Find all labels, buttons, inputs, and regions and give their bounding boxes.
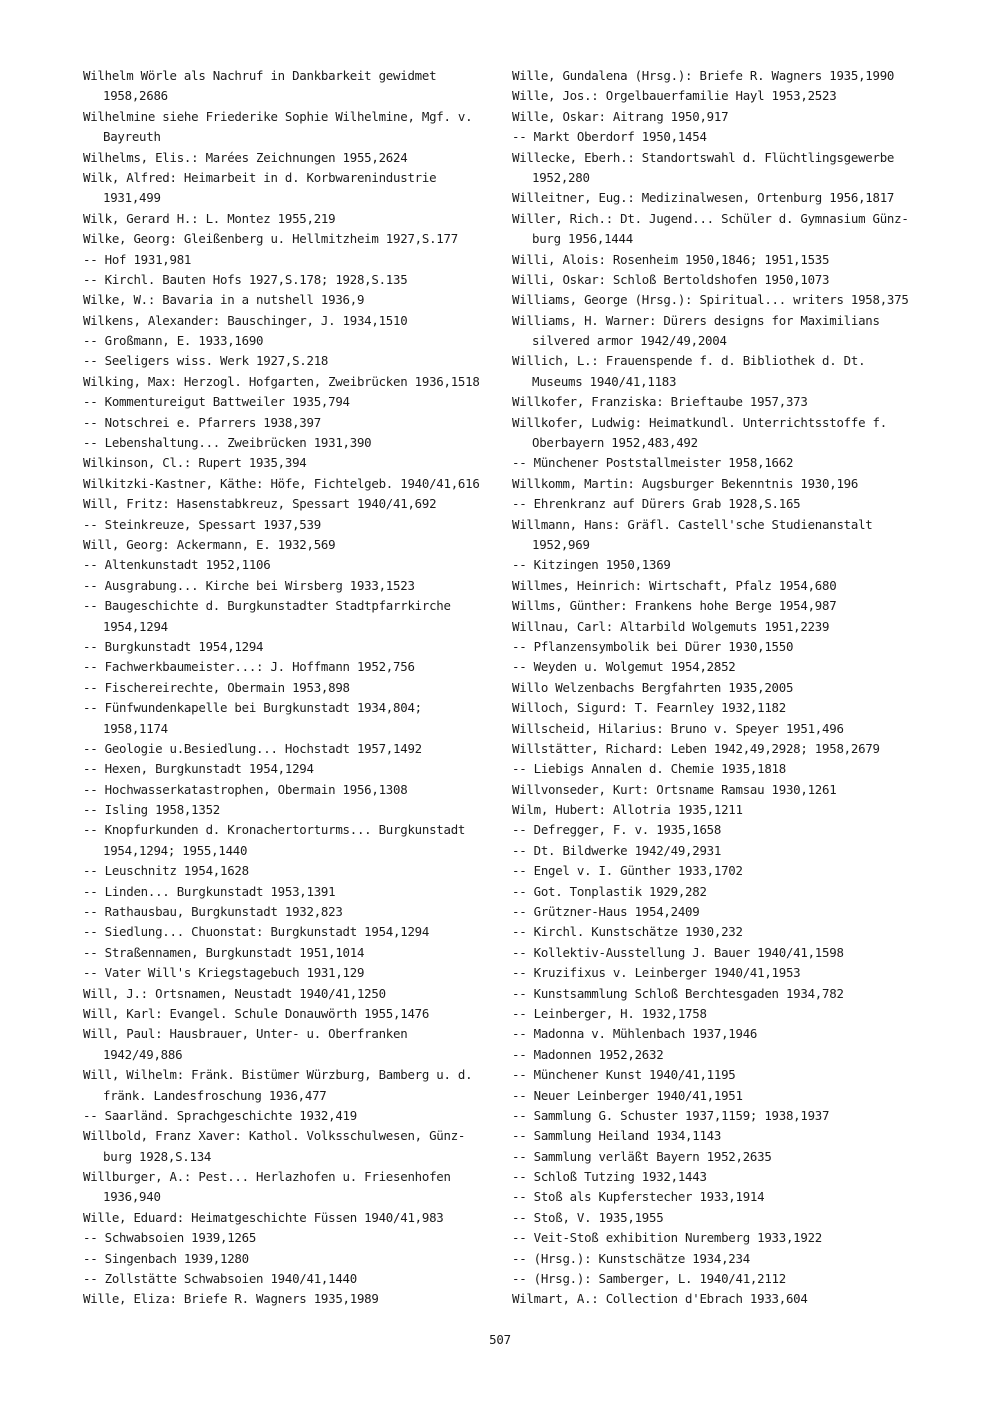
index-entry-line: Will, Karl: Evangel. Schule Donauwörth 1955,1476 [83, 1005, 430, 1021]
index-entry-line: -- Veit-Stoß exhibition Nuremberg 1933,1922 [512, 1230, 823, 1246]
index-entry-line: silvered armor 1942/49,2004 [532, 333, 727, 349]
index-entry-line: Museums 1940/41,1183 [532, 373, 677, 389]
index-entry-line: Wilhelmine siehe Friederike Sophie Wilhelmine, Mgf. v. [83, 108, 473, 124]
index-entry-line: Willi, Alois: Rosenheim 1950,1846; 1951,1535 [512, 251, 830, 267]
index-entry-line: Willms, Günther: Frankens hohe Berge 1954,987 [512, 598, 837, 614]
right-column [512, 66, 932, 1310]
index-entry-line: 1936,940 [103, 1189, 161, 1205]
index-entry-line: Wilking, Max: Herzogl. Hofgarten, Zweibrücken 1936,1518 [83, 373, 480, 389]
index-entry-line: Wilk, Gerard H.: L. Montez 1955,219 [83, 210, 336, 226]
index-entry-line: -- Hexen, Burgkunstadt 1954,1294 [83, 761, 314, 777]
index-entry-line: 1954,1294 [103, 618, 168, 634]
index-entry-line: -- Fischereirechte, Obermain 1953,898 [83, 679, 350, 695]
index-entry-line: Will, Paul: Hausbrauer, Unter- u. Oberfranken [83, 1026, 408, 1042]
index-entry-line: -- Sammlung verläßt Bayern 1952,2635 [512, 1148, 772, 1164]
index-entry-line: -- Knopfurkunden d. Kronachertorturms... Burgkunstadt [83, 822, 466, 838]
index-entry-line: -- Burgkunstadt 1954,1294 [83, 638, 264, 654]
index-entry-line: Wilk, Alfred: Heimarbeit in d. Korbwarenindustrie [83, 169, 437, 185]
index-entry-line: Willmes, Heinrich: Wirtschaft, Pfalz 1954,680 [512, 577, 837, 593]
index-entry-line: Willscheid, Hilarius: Bruno v. Speyer 1951,496 [512, 720, 844, 736]
index-entry-line: Wilke, W.: Bavaria in a nutshell 1936,9 [83, 292, 365, 308]
index-entry-line: -- Leinberger, H. 1932,1758 [512, 1005, 707, 1021]
index-entry-line: -- Münchener Poststallmeister 1958,1662 [512, 455, 794, 471]
index-entry-line: -- Grützner-Haus 1954,2409 [512, 904, 700, 920]
index-entry-line: -- (Hrsg.): Samberger, L. 1940/41,2112 [512, 1271, 786, 1287]
index-entry-line: -- Baugeschichte d. Burgkunstadter Stadtpfarrkirche [83, 598, 451, 614]
index-entry-line: -- Siedlung... Chuonstat: Burgkunstadt 1954,1294 [83, 924, 430, 940]
index-entry-line: -- Hochwasserkatastrophen, Obermain 1956,1308 [83, 781, 408, 797]
index-entry-line: -- Neuer Leinberger 1940/41,1951 [512, 1087, 743, 1103]
index-entry-line: -- Münchener Kunst 1940/41,1195 [512, 1067, 736, 1083]
index-entry-line: -- Lebenshaltung... Zweibrücken 1931,390 [83, 435, 372, 451]
index-entry-line: Will, Wilhelm: Fränk. Bistümer Würzburg, Bamberg u. d. [83, 1067, 473, 1083]
index-entry-line: Wilke, Georg: Gleißenberg u. Hellmitzheim 1927,S.177 [83, 231, 458, 247]
index-entry-line: -- Leuschnitz 1954,1628 [83, 863, 249, 879]
index-entry-line: 1952,969 [532, 536, 590, 552]
index-entry-line: Wilmart, A.: Collection d'Ebrach 1933,604 [512, 1291, 808, 1307]
index-entry-line: 1958,1174 [103, 720, 168, 736]
index-entry-line: -- Kommentureigut Battweiler 1935,794 [83, 394, 350, 410]
index-entry-line: -- Kirchl. Kunstschätze 1930,232 [512, 924, 743, 940]
index-entry-line: -- Markt Oberdorf 1950,1454 [512, 129, 707, 145]
index-entry-line: Will, Fritz: Hasenstabkreuz, Spessart 1940/41,692 [83, 496, 437, 512]
index-entry-line: Wilhelms, Elis.: Marées Zeichnungen 1955,2624 [83, 149, 408, 165]
index-entry-line: 1931,499 [103, 190, 161, 206]
index-entry-line: -- Geologie u.Besiedlung... Hochstadt 1957,1492 [83, 740, 422, 756]
left-column [83, 66, 488, 1310]
index-entry-line: fränk. Landesfroschung 1936,477 [103, 1087, 327, 1103]
index-entry-line: -- Linden... Burgkunstadt 1953,1391 [83, 883, 336, 899]
index-entry-line: Wilkitzki-Kastner, Käthe: Höfe, Fichtelgeb. 1940/41,616 [83, 475, 480, 491]
index-entry-line: Wille, Jos.: Orgelbauerfamilie Hayl 1953,2523 [512, 88, 837, 104]
index-entry-line: -- Dt. Bildwerke 1942/49,2931 [512, 842, 722, 858]
index-entry-line: -- Kruzifixus v. Leinberger 1940/41,1953 [512, 965, 801, 981]
index-entry-line: -- Schwabsoien 1939,1265 [83, 1230, 257, 1246]
index-entry-line: -- Weyden u. Wolgemut 1954,2852 [512, 659, 736, 675]
index-entry-line: burg 1928,S.134 [103, 1148, 212, 1164]
index-entry-line: Wilkens, Alexander: Bauschinger, J. 1934,1510 [83, 312, 408, 328]
index-entry-line: Willich, L.: Frauenspende f. d. Bibliothek d. Dt. [512, 353, 866, 369]
index-entry-line: -- Schloß Tutzing 1932,1443 [512, 1169, 707, 1185]
index-entry-line: Wille, Gundalena (Hrsg.): Briefe R. Wagners 1935,1990 [512, 68, 895, 83]
index-entry-line: -- Sammlung Heiland 1934,1143 [512, 1128, 722, 1144]
index-entry-line: Will, Georg: Ackermann, E. 1932,569 [83, 536, 336, 552]
index-entry-line: Oberbayern 1952,483,492 [532, 435, 698, 451]
index-entry-line: Bayreuth [103, 129, 161, 145]
index-entry-line: -- Kollektiv-Ausstellung J. Bauer 1940/41,1598 [512, 944, 844, 960]
index-entry-line: -- Liebigs Annalen d. Chemie 1935,1818 [512, 761, 786, 777]
index-entry-line: -- Steinkreuze, Spessart 1937,539 [83, 516, 321, 532]
index-entry-line: -- Seeligers wiss. Werk 1927,S.218 [83, 353, 329, 369]
index-entry-line: Willer, Rich.: Dt. Jugend... Schüler d. Gymnasium Günz- [512, 210, 909, 226]
index-entry-line: Willo Welzenbachs Bergfahrten 1935,2005 [512, 679, 794, 695]
index-entry-line: burg 1956,1444 [532, 231, 633, 247]
index-entry-line: 1958,2686 [103, 88, 168, 104]
index-entry-line: -- Straßennamen, Burgkunstadt 1951,1014 [83, 944, 365, 960]
index-entry-line: Willmann, Hans: Gräfl. Castell'sche Studienanstalt [512, 516, 873, 532]
index-entry-line: -- Fachwerkbaumeister...: J. Hoffmann 1952,756 [83, 659, 415, 675]
index-entry-line: -- Sammlung G. Schuster 1937,1159; 1938,1937 [512, 1107, 830, 1123]
index-entry-line: -- Singenbach 1939,1280 [83, 1250, 249, 1266]
index-entry-line: -- Hof 1931,981 [83, 251, 192, 267]
index-entry-line: -- Kirchl. Bauten Hofs 1927,S.178; 1928,S.135 [83, 271, 408, 287]
index-entry-line: 1954,1294; 1955,1440 [103, 842, 248, 858]
index-entry-line: -- Ehrenkranz auf Dürers Grab 1928,S.165 [512, 496, 801, 512]
index-entry-line: -- Defregger, F. v. 1935,1658 [512, 822, 722, 838]
index-entry-line: Wilm, Hubert: Allotria 1935,1211 [512, 802, 743, 818]
index-entry-line: Wille, Eliza: Briefe R. Wagners 1935,1989 [83, 1291, 379, 1307]
index-entry-line: -- Pflanzensymbolik bei Dürer 1930,1550 [512, 638, 794, 654]
index-entry-line: 1942/49,886 [103, 1046, 183, 1062]
index-entry-line: Willburger, A.: Pest... Herlazhofen u. Friesenhofen [83, 1169, 451, 1185]
index-entry-line: -- Madonna v. Mühlenbach 1937,1946 [512, 1026, 758, 1042]
index-entry-line: Willoch, Sigurd: T. Fearnley 1932,1182 [512, 700, 786, 716]
index-entry-line: -- Madonnen 1952,2632 [512, 1046, 664, 1062]
index-entry-line: -- (Hrsg.): Kunstschätze 1934,234 [512, 1250, 750, 1266]
index-entry-line: Willeitner, Eug.: Medizinalwesen, Ortenburg 1956,1817 [512, 190, 895, 206]
index-entry-line: Wille, Oskar: Aitrang 1950,917 [512, 108, 729, 124]
index-entry-line: Willi, Oskar: Schloß Bertoldshofen 1950,1073 [512, 271, 830, 287]
index-entry-line: -- Kitzingen 1950,1369 [512, 557, 671, 573]
index-entry-line: -- Isling 1958,1352 [83, 802, 220, 818]
index-entry-line: Willbold, Franz Xaver: Kathol. Volksschulwesen, Günz- [83, 1128, 466, 1144]
index-entry-line: Wilhelm Wörle als Nachruf in Dankbarkeit gewidmet [83, 68, 437, 83]
index-entry-line: 1952,280 [532, 169, 590, 185]
index-entry-line: -- Saarländ. Sprachgeschichte 1932,419 [83, 1107, 357, 1123]
index-entry-line: Willkomm, Martin: Augsburger Bekenntnis 1930,196 [512, 475, 859, 491]
index-entry-line: -- Vater Will's Kriegstagebuch 1931,129 [83, 965, 365, 981]
index-entry-line: -- Kunstsammlung Schloß Berchtesgaden 1934,782 [512, 985, 844, 1001]
index-entry-line: -- Zollstätte Schwabsoien 1940/41,1440 [83, 1271, 357, 1287]
index-entry-line: Willvonseder, Kurt: Ortsname Ramsau 1930,1261 [512, 781, 837, 797]
index-entry-line: -- Rathausbau, Burgkunstadt 1932,823 [83, 904, 343, 920]
index-entry-line: Williams, H. Warner: Dürers designs for Maximilians [512, 312, 880, 328]
index-entry-line: -- Engel v. I. Günther 1933,1702 [512, 863, 743, 879]
index-entry-line: Wille, Eduard: Heimatgeschichte Füssen 1940/41,983 [83, 1209, 444, 1225]
index-entry-line: Willstätter, Richard: Leben 1942,49,2928; 1958,2679 [512, 740, 880, 756]
index-entry-line: -- Stoß, V. 1935,1955 [512, 1209, 664, 1225]
index-entry-line: -- Stoß als Kupferstecher 1933,1914 [512, 1189, 765, 1205]
index-entry-line: Willecke, Eberh.: Standortswahl d. Flüchtlingsgewerbe [512, 149, 895, 165]
index-entry-line: Willkofer, Franziska: Brieftaube 1957,373 [512, 394, 808, 410]
index-entry-line: -- Got. Tonplastik 1929,282 [512, 883, 707, 899]
index-entry-line: -- Ausgrabung... Kirche bei Wirsberg 1933,1523 [83, 577, 415, 593]
index-entry-line: -- Notschrei e. Pfarrers 1938,397 [83, 414, 321, 430]
index-entry-line: -- Altenkunstadt 1952,1106 [83, 557, 271, 573]
index-entry-line: Willkofer, Ludwig: Heimatkundl. Unterrichtsstoffe f. [512, 414, 887, 430]
index-entry-line: Wilkinson, Cl.: Rupert 1935,394 [83, 455, 307, 471]
index-entry-line: -- Großmann, E. 1933,1690 [83, 333, 264, 349]
index-entry-line: Willnau, Carl: Altarbild Wolgemuts 1951,2239 [512, 618, 830, 634]
index-entry-line: Williams, George (Hrsg.): Spiritual... writers 1958,375 [512, 292, 909, 308]
page-number: 507 [489, 1332, 511, 1347]
index-entry-line: Will, J.: Ortsnamen, Neustadt 1940/41,1250 [83, 985, 386, 1001]
index-entry-line: -- Fünfwundenkapelle bei Burgkunstadt 1934,804; [83, 700, 422, 716]
